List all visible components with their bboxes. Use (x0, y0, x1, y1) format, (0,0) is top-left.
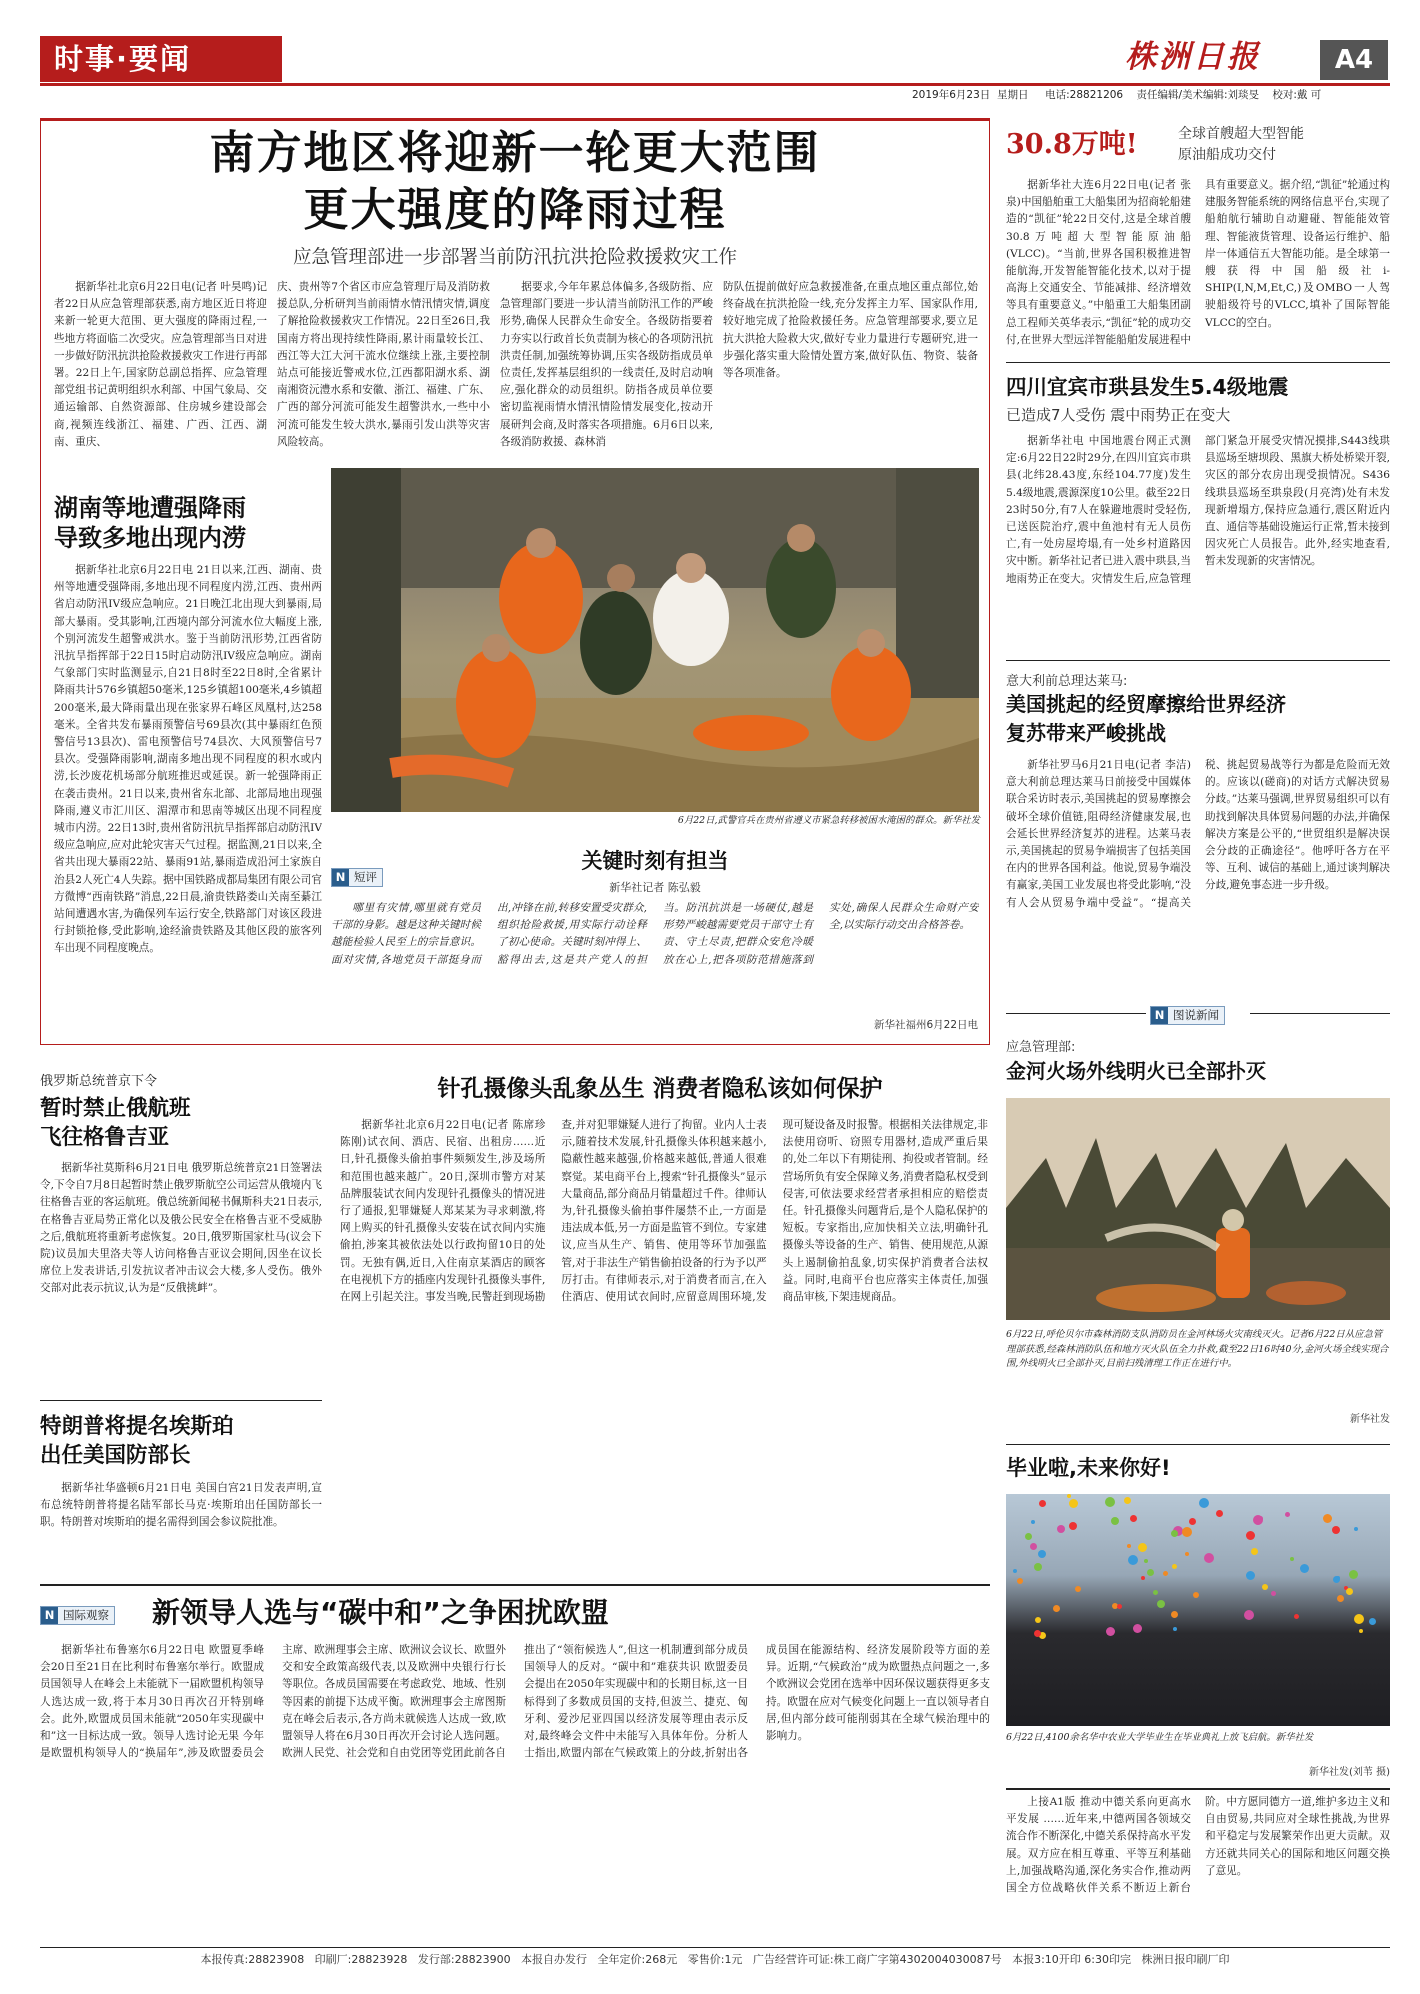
confetti-star (1053, 1605, 1060, 1612)
confetti-star (1141, 1576, 1145, 1580)
grad-headline: 毕业啦,未来你好! (1006, 1456, 1171, 1480)
russia-rule (40, 1400, 322, 1401)
trump-body (40, 1480, 322, 1570)
ship-rule (1006, 362, 1390, 363)
confetti-star (1262, 1584, 1268, 1590)
quake-body (1006, 433, 1390, 653)
flood-photo-caption: 6月22日,武警官兵在贵州省遵义市紧急转移被困水淹困的群众。新华社发 (677, 815, 980, 826)
camera-body (340, 1117, 988, 1575)
confetti-star (1172, 1564, 1177, 1569)
confetti-star (1013, 1569, 1017, 1573)
issue-info: 2019年6月23日 星期日 电话:28821206 责任编辑/美术编辑:刘琰旻 校对:戴 可 (912, 89, 1322, 101)
forest-fire-photo (1006, 1098, 1390, 1320)
flood-body-text: 据新华社北京6月22日电 21日以来,江西、湖南、贵州等地遭受强降雨,多地出现不同程度内涝,江西、贵州两省启动防汛IV级应急响应。21日晚江北出现大到暴雨,局部大暴雨。受其影响,江西境内部分河流水位大幅度上涨,个别河流发生超警戒洪水。鉴于当前防汛形势,江西省防汛抗旱指挥部于22日15时启动防汛IV级应急响应。湖南气象部门实时监测显示,自21日8时至22日8时,全省累计降雨共计576乡镇超50毫米,125乡镇超100毫米,4乡镇超200毫米,最大降雨量出现在张家界石峰区凤凰村,达258毫米。全省共发布暴雨预警信号69县次(其中暴雨红色预警信号13县次)、雷电预警信号74县次、大风预警信号7县次。受强降雨影响,湖南多地出现不同程度的积水或内涝,长沙废花机场部分航班推迟或延误。新一轮强降雨正在袭击贵州。21日以来,贵州省东北部、北部局地出现强降雨,遵义市汇川区、湄潭市和思南等城区出现不同程度城市内涝。22日13时,贵州省防汛抗旱指挥部启动防汛IV级应急响应,应对此轮灾害天气过程。据监测,21日以来,全省共出现大暴雨22站、暴雨91站,暴雨造成沿河土家族自治县2人死亡4人失踪。据中国铁路成都局集团有限公司官方微博“西南铁路”消息,22日晨,渝贵铁路娄山关南至綦江站间遭遇水害,为确保列车运行安全,铁路部门对该区段进行封锁抢修,受此影响,途经渝贵铁路及其他区段的旅客列车出现不同程度晚点。 (54, 564, 322, 955)
confetti-star (1290, 1557, 1294, 1561)
trump-headline-1: 特朗普将提名埃斯珀 (40, 1414, 234, 1439)
confetti-star (1332, 1526, 1340, 1534)
confetti-star (1285, 1512, 1290, 1517)
lead-col-4-text: 防队伍提前做好应急救援准备,在重点地区重点部位,始终奋战在抗洪抢险一线,充分发挥主力军、国家队作用,较好地完成了抢险救援任务。应急管理部要求,要立足抗大洪抢大险救大灾,做好专业力量进行专题研究,进一步强化落实重大险情处置方案,做好队伍、物资、装备等各项准备。 (723, 281, 978, 380)
confetti-star (1069, 1499, 1078, 1508)
fire-rule (1006, 1013, 1146, 1014)
trade-body-text: 新华社罗马6月21日电(记者 李洁)意大利前总理达莱马日前接受中国媒体联合采访时表示,美国挑起的贸易摩擦会破坏全球价值链,阻碍经济健康发展,也会延长世界经济复苏的进程。达莱马表示,美国挑起的贸易争端损害了包括美国在内的世界各国利益。他说,贸易争端没有赢家,美国工业发展也将受此影响,“没有人会从贸易争端中受益”。“提高关税、挑起贸易战等行为都是危险而无效的。应该以(磋商)的对话方式解决贸易分歧。”达莱马强调,世界贸易组织可以有助找到解决具体贸易问题的办法,并确保解决方案是公平的,“世贸组织是解决误会分歧的正确途径”。他呼吁各方在平等、互利、诚信的基础上,通过谈判解决分歧,避免事态进一步升级。 (1006, 759, 1390, 909)
lead-col-3 (500, 279, 713, 486)
confetti-star (1333, 1576, 1340, 1583)
confetti-star (1369, 1618, 1376, 1625)
confetti-star (1346, 1588, 1353, 1595)
lead-subheadline: 应急管理部进一步部署当前防汛抗洪抢险救援救灾工作 (292, 247, 737, 268)
comment-byline: 新华社记者 陈弘毅 (609, 881, 701, 894)
confetti-star (1039, 1500, 1046, 1507)
fire-rule-right (1250, 1013, 1390, 1014)
lead-col-1-text: 据新华社北京6月22日电(记者 叶昊鸣)记者22日从应急管理部获悉,南方地区近日将迎来新一轮更大范围、更大强度的降雨过程,一些地方将面临二次受灾。应急管理部当日对进一步做好防汛抗洪抢险救援救灾工作进行再部署。22日上午,国家防总副总指挥、应急管理部党组书记黄明组织水利部、中国气象局、交通运输部、自然资源部、住房城乡建设部会商,视频连线浙江、福建、广西、江西、湖南、重庆、 (54, 281, 267, 448)
lead-col-2 (277, 279, 490, 486)
confetti-star (1067, 1494, 1071, 1498)
trade-headline-1: 美国挑起的经贸摩擦给世界经济 (1006, 692, 1286, 716)
confetti-star (1157, 1600, 1165, 1608)
eu-body-text: 据新华社布鲁塞尔6月22日电 欧盟夏季峰会20日至21日在比利时布鲁塞尔举行。欧盟成员国领导人在峰会上未能就下一届欧盟机构领导人选达成一致,将于本月30日再次召开特别峰会。此外,欧盟成员国未能就“2050年实现碳中和”这一目标达成一致。领导人选讨论无果 今年是欧盟机构领导人的“换届年”,涉及欧盟委员会主席、欧洲理事会主席、欧洲议会议长、欧盟外交和安全政策高级代表,以及欧洲中央银行行长等职位。各成员国需要在考虑政党、地域、性别等因素的前提下达成平衡。欧洲理事会主席图斯克在峰会后表示,各方尚未就候选人达成一致,欧盟领导人将在6月30日再次开会讨论人选问题。欧洲人民党、社会党和自由党团等党团此前各自推出了“领衔候选人”,但这一机制遭到部分成员国领导人的反对。“碳中和”难获共识 欧盟委员会提出在2050年实现碳中和的长期目标,这一目标得到了多数成员国的支持,但波兰、捷克、匈牙利、爱沙尼亚四国以经济发展等理由表示反对,最终峰会文件中未能写入具体年份。分析人士指出,欧盟内部在气候政策上的分歧,折射出各成员国在能源结构、经济发展阶段等方面的差异。近期,“气候政治”成为欧盟热点问题之一,多个欧洲议会党团在选举中因环保议题获得更多支持。欧盟在应对气候变化问题上一直以领导者自居,但内部分歧可能削弱其在全球气候治理中的影响力。 (40, 1644, 990, 1760)
confetti-star (1163, 1571, 1168, 1576)
fire-tag-n: N (1151, 1007, 1168, 1024)
quake-rule (1006, 660, 1390, 661)
comment-tag-text: 短评 (354, 870, 377, 884)
russia-kicker: 俄罗斯总统普京下令 (40, 1074, 158, 1089)
confetti-star (1337, 1595, 1344, 1602)
confetti-star (1124, 1497, 1131, 1504)
confetti-star (1105, 1497, 1115, 1507)
fire-kicker: 应急管理部: (1006, 1040, 1076, 1055)
confetti-star (1117, 1604, 1122, 1609)
ship-body (1006, 177, 1390, 355)
forest-fire-scene (1006, 1098, 1390, 1320)
lead-col-1 (54, 279, 267, 486)
camera-body-text: 据新华社北京6月22日电(记者 陈席珍 陈刚)试衣间、酒店、民宿、出租房……近日,针孔摄像头偷拍事件频频发生,涉及场所和范围也越来越广。20日,深圳市警方对某品牌服装试衣间内发现针孔摄像头的情况进行了通报,犯罪嫌疑人郑某某为寻求刺激,将网上购买的针孔摄像头安装在试衣间内实施偷拍,涉案其被依法处以行政拘留10日的处罚。无独有偶,近日,入住南京某酒店的顾客在电视机下方的插座内发现针孔摄像头事件,在网上引起关注。事发当晚,民警赶到现场勘查,并对犯罪嫌疑人进行了拘留。业内人士表示,随着技术发展,针孔摄像头体积越来越小,隐蔽性越来越强,价格越来越低,普通人很难察觉。某电商平台上,搜索“针孔摄像头”显示大量商品,部分商品月销量超过千件。律师认为,针孔摄像头偷拍事件屡禁不止,一方面是违法成本低,另一方面是监管不到位。专家建议,应当从生产、销售、使用等环节加强监管,对于非法生产销售偷拍设备的行为予以严厉打击。有律师表示,对于消费者而言,在入住酒店、使用试衣间时,应留意周围环境,发现可疑设备及时报警。根据相关法律规定,非法使用窃听、窃照专用器材,造成严重后果的,处二年以下有期徒刑、拘役或者管制。经营场所负有安全保障义务,消费者隐私权受到侵害,可依法要求经营者承担相应的赔偿责任。针孔摄像头问题背后,是个人隐私保护的短板。专家指出,应加快相关立法,明确针孔摄像头等设备的生产、销售、使用规范,从源头上遏制偷拍乱象,切实保护消费者合法权益。同时,电商平台也应落实主体责任,加强商品审核,下架违规商品。 (340, 1119, 988, 1304)
grad-rule (1006, 1444, 1390, 1445)
quake-body-text: 据新华社电 中国地震台网正式测定:6月22日22时29分,在四川宜宾市珙县(北纬28.43度,东经104.77度)发生5.4级地震,震源深度10公里。截至22日23时50分,有7人在躲避地震时受轻伤,已送医院治疗,震中鱼池村有无人员伤亡,有一处房屋垮塌,有一处乡村道路因灾中断。新华社记者已进入震中珙县,当地雨势正在变大。灾情发生后,应急管理部门紧急开展受灾情况摸排,S443线珙县巡场至塘坝段、黑旗大桥处桥梁开裂,灾区的部分农房出现受损情况。S436线珙县巡场至珙泉段(月亮湾)处有未发现新增塌方,保持应急通行,震区附近内直、通信等基础设施运行正常,暂未接到因灾死亡人员报告。此外,经实地查看,暂未发现新的灾害情况。 (1006, 435, 1390, 585)
confetti-star (1133, 1624, 1142, 1633)
eu-rule (40, 1584, 990, 1586)
confetti-star (1251, 1548, 1258, 1555)
footer-info: 本报传真:28823908 印刷厂:28823928 发行部:28823900 本报自办发行 全年定价:268元 零售价:1元 广告经营许可证:株工商广字第4302004030087号 本报3:10开印 6:30印完 株洲日报印刷厂印 (200, 1953, 1230, 1966)
fire-tag (1150, 1004, 1225, 1025)
lead-col-4 (723, 279, 978, 429)
confetti-star (1271, 1591, 1276, 1596)
confetti-star (1017, 1578, 1023, 1584)
confetti-star (1246, 1531, 1255, 1540)
trade-body (1006, 757, 1390, 987)
index-body-text: 上接A1版 推动中德关系向更高水平发展 ……近年来,中德两国各领域交流合作不断深化,中德关系保持高水平发展。双方应在相互尊重、平等互利基础上,加强战略沟通,深化务实合作,推动两国全方位战略伙伴关系不断迈上新台阶。中方愿同德方一道,维护多边主义和自由贸易,共同应对全球性挑战,为世界和平稳定与发展繁荣作出更大贡献。双方还就共同关心的国际和地区问题交换了意见。 (1006, 1796, 1390, 1895)
comment-sign: 新华社福州6月22日电 (873, 1019, 978, 1031)
confetti-star (1057, 1525, 1065, 1533)
confetti-star (1349, 1570, 1358, 1579)
ship-headline-2: 原油船成功交付 (1178, 147, 1276, 163)
confetti-star (1173, 1627, 1177, 1631)
confetti-star (1189, 1518, 1196, 1525)
confetti-star (1193, 1592, 1199, 1598)
confetti-star (1030, 1543, 1037, 1550)
fire-headline: 金河火场外线明火已全部扑灭 (1006, 1059, 1266, 1083)
fire-tag-text: 图说新闻 (1173, 1008, 1219, 1022)
paper-logo-text: 株洲日报 (1125, 39, 1261, 75)
confetti-star (1128, 1555, 1138, 1565)
confetti-star (1106, 1627, 1115, 1636)
eu-body (40, 1642, 990, 1940)
confetti-star (1025, 1533, 1032, 1540)
confetti-star (1031, 1520, 1035, 1524)
comment-body (331, 900, 979, 1012)
confetti-star (1111, 1517, 1119, 1525)
confetti-star (1171, 1611, 1178, 1618)
camera-headline: 针孔摄像头乱象丛生 消费者隐私该如何保护 (437, 1076, 883, 1102)
confetti-star (1147, 1569, 1154, 1576)
confetti-star (1359, 1629, 1363, 1633)
confetti-star (1034, 1630, 1041, 1637)
confetti-star (1185, 1552, 1189, 1556)
confetti-star (1300, 1564, 1309, 1573)
fire-tag-label (1150, 1006, 1225, 1025)
eu-headline: 新领导人选与“碳中和”之争困扰欧盟 (152, 1596, 609, 1629)
lead-headline-2: 更大强度的降雨过程 (303, 183, 727, 236)
quake-subheadline: 已造成7人受伤 震中雨势正在变大 (1006, 406, 1231, 424)
russia-headline-2: 飞往格鲁吉亚 (40, 1125, 170, 1150)
paper-logo (1125, 34, 1315, 80)
confetti-star (1035, 1617, 1041, 1623)
confetti-star (1246, 1571, 1255, 1580)
confetti-star (1294, 1614, 1299, 1619)
fire-sign: 新华社发 (1350, 1414, 1390, 1425)
trade-headline-2: 复苏带来严峻挑战 (1006, 721, 1166, 745)
ship-headline-1: 全球首艘超大型智能 (1178, 126, 1304, 142)
fire-photo-caption: 6月22日,呼伦贝尔市森林消防支队消防员在金河林场火灾南线灭火。记者6月22日从应急管理部获悉,经森林消防队伍和地方灭火队伍全力扑救,截至22日16时40分,金河火场全线实现合围,外线明火已全部扑灭,目前扫残清理工作正在进行中。 (1006, 1329, 1389, 1370)
flood-rescue-photo (331, 468, 979, 812)
lead-col-3-text: 据要求,今年年累总体偏多,各级防指、应急管理部门要进一步认清当前防汛工作的严峻形势,确保人民群众生命安全。各级防指要着力夯实以行政首长负责制为核心的各项防汛抗洪责任制,加强统筹协调,压实各级防指成员单位责任,发挥基层组织的一线责任,及时启动响应,强化群众的动员组织。防指各成员单位要密切监视雨情水情汛情险情发展变化,按动开展研判会商,及时落实各项措施。6月6日以来,各级消防救援、森林消 (500, 281, 713, 448)
confetti-star (1153, 1590, 1158, 1595)
eu-tag-label (40, 1606, 115, 1625)
flood-rescue-scene (331, 468, 979, 812)
confetti-star (1204, 1553, 1214, 1563)
comment-tag-n: N (332, 869, 349, 886)
section-title: 时事·要闻 (54, 42, 192, 76)
confetti-star (1069, 1522, 1077, 1530)
lead-headline-1: 南方地区将迎新一轮更大范围 (209, 126, 821, 179)
confetti-star (1323, 1514, 1332, 1523)
grad-sign: 新华社发(刘苇 摄) (1309, 1767, 1390, 1778)
trump-headline-2: 出任美国防部长 (40, 1443, 191, 1468)
eu-tag-n: N (41, 1607, 58, 1624)
flood-body (54, 562, 322, 1033)
confetti-star (1138, 1543, 1147, 1552)
russia-body-text: 据新华社莫斯科6月21日电 俄罗斯总统普京21日签署法令,下令自7月8日起暂时禁止俄罗斯航空公司运营从俄境内飞往格鲁吉亚的客运航班。俄总统新闻秘书佩斯科夫21日表示,在格鲁吉亚局势正常化以及俄公民安全在格鲁吉亚不受威胁之后,俄航班将重新考虑恢复。20日,俄罗斯国家杜马(议会下院)议员加夫里洛夫等人访问格鲁吉亚议会期间,因坐在议长席位上发表讲话,引发抗议者冲击议会大楼,多人受伤。俄外交部对此表示抗议,认为是“反俄挑衅”。 (40, 1162, 322, 1295)
index-body (1006, 1794, 1390, 1936)
confetti-star (1199, 1498, 1209, 1508)
confetti-star (1075, 1586, 1081, 1592)
trump-body-text: 据新华社华盛顿6月21日电 美国白宫21日发表声明,宣布总统特朗普将提名陆军部长马克·埃斯珀出任国防部长一职。特朗普对埃斯珀的提名需得到国会参议院批准。 (40, 1482, 322, 1529)
confetti-star (1182, 1527, 1192, 1537)
russia-headline-1: 暂时禁止俄航班 (40, 1096, 191, 1121)
comment-body-text: 哪里有灾情,哪里就有党员干部的身影。越是这种关键时候越能检验人民至上的宗旨意识。面对灾情,各地党员干部挺身而出,冲锋在前,转移安置受灾群众,组织抢险救援,用实际行动诠释了初心使命。关键时刻冲得上、豁得出去,这是共产党人的担当。防汛抗洪是一场硬仗,越是形势严峻越需要党员干部守土有责、守土尽责,把群众安危冷暖放在心上,把各项防范措施落到实处,确保人民群众生命财产安全,以实际行动交出合格答卷。 (331, 902, 979, 966)
graduation-photo (1006, 1494, 1390, 1726)
quake-headline: 四川宜宾市珙县发生5.4级地震 (1006, 375, 1289, 399)
trade-kicker: 意大利前总理达莱马: (1006, 674, 1128, 689)
eu-tag (40, 1604, 115, 1625)
russia-body (40, 1160, 322, 1392)
confetti-star (1034, 1563, 1042, 1571)
confetti-star (1244, 1610, 1254, 1620)
flood-headline-1: 湖南等地遭强降雨 (54, 494, 246, 522)
confetti-star (1130, 1515, 1137, 1522)
grad-photo-caption: 6月22日,4100余名华中农业大学毕业生在毕业典礼上放飞启航。新华社发 (1006, 1732, 1314, 1743)
confetti-star (1171, 1530, 1178, 1537)
masthead-rule (40, 83, 1390, 86)
confetti-star (1144, 1559, 1148, 1563)
flood-headline-2: 导致多地出现内涝 (54, 524, 246, 552)
footer-rule (40, 1947, 1390, 1948)
comment-headline: 关键时刻有担当 (581, 849, 729, 873)
eu-tag-text: 国际观察 (63, 1608, 109, 1622)
confetti-star (1253, 1515, 1263, 1525)
ship-body-text: 据新华社大连6月22日电(记者 张泉)中国船舶重工大船集团为招商轮船建造的“凯征”轮22日交付,这是全球首艘30.8万吨超大型智能原油船(VLCC)。“当前,世界各国积极推进智能航海,开发智能智能化技术,以对于提高海上交通安全、节能减排、经济增效等具有重要意义。”中船重工大船集团副总工程师关英华表示,“凯征”轮的成功交付,在世界大型远洋智能船舶发展进程中具有重要意义。据介绍,“凯征”轮通过构建服务智能系统的网络信息平台,实现了船舶航行辅助自动避碰、智能能效管理、智能液货管理、设备运行维护、船岸一体通信五大智能功能。是全球第一艘获得中国船级社i-SHIP(I,N,M,Et,C,)及OMBO一人驾驶船级符号的VLCC,填补了国际智能VLCC的空白。 (1006, 179, 1390, 346)
confetti-star (1354, 1527, 1358, 1531)
confetti-star (1354, 1614, 1364, 1624)
ship-headline-big: 30.8万吨! (1006, 129, 1138, 160)
confetti-star (1038, 1550, 1046, 1558)
page-number: A4 (1320, 40, 1388, 80)
confetti-star (1216, 1510, 1223, 1517)
lead-col-2-text: 庆、贵州等7个省区市应急管理厅局及消防救援总队,分析研判当前雨情水情汛情灾情,调度了解抢险救援救灾工作情况。22日至26日,我国南方将出现持续性降雨,累计雨量较长江、西江等大江大河干流水位继续上涨,主要控制站点可能接近警戒水位,江西都阳湖水系、湖南湘资沅澧水系和安徽、浙江、福建、广东、广西的部分河流可能发生超警洪水,一些中小河流可能发生较大洪水,暴雨引发山洪等灾害风险较高。 (277, 281, 490, 448)
confetti-star (1127, 1544, 1131, 1548)
